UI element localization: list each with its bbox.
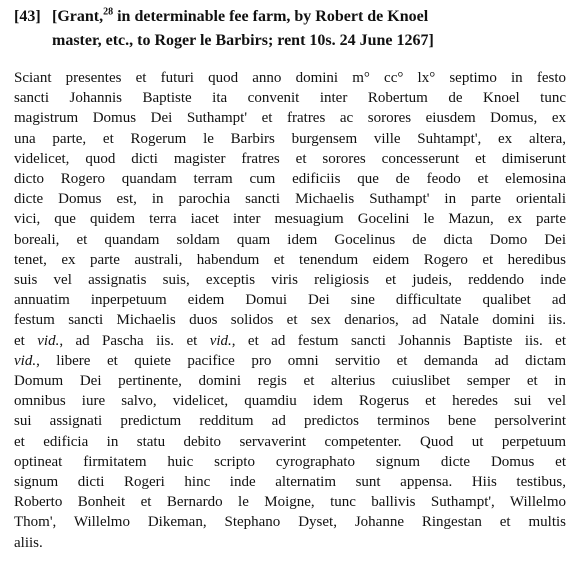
heading-line-2: master, etc., to Roger le Barbirs; rent 10s. 24 June 1267] (52, 32, 434, 49)
charter-heading (14, 5, 566, 53)
body-line: tenet, ex parte australi, habendum et tenendum eidem Rogero et heredibus (14, 251, 566, 268)
body-line: sui assignati predictum redditum ad predictos terminos bene persolverint (14, 413, 566, 430)
charter-body (14, 68, 566, 553)
body-line: suis vel assignatis suis, exceptis viris religiosis et judeis, reddendo inde (14, 272, 566, 289)
body-line: festum sancti Michaelis duos solidos et sex denarios, ad Natale domini iis. (14, 312, 566, 329)
body-line: dicto Rogero quandam terram cum edificiis que de feodo et elemosina (14, 171, 566, 188)
body-line: una parte, et Rogerum le Barbirs burgensem ville Suhtampt', ex altera, (14, 130, 566, 147)
footnote-reference: 28 (103, 6, 114, 18)
body-line: dicte Domus est, in parochia sancti Michaelis Suthampt' in parte orientali (14, 191, 566, 208)
body-line: signum dicti Rogeri hinc inde alternatim sunt appensa. Hiis testibus, (14, 474, 566, 491)
body-line: vid., libere et quiete pacifice pro omni servitio et demanda ad dictam (14, 352, 566, 369)
body-line: optineat firmitatem huic scripto cyrographato signum dicte Domus et (14, 453, 566, 470)
body-line: Thom', Willelmo Dikeman, Stephano Dyset, Johanne Ringestan et multis (14, 514, 566, 531)
body-line: magistrum Domus Dei Suthampt' et fratres ac sorores eiusdem Domus, ex (14, 110, 566, 127)
heading-line-1-rest: in determinable fee farm, by Robert de Knoel (113, 8, 429, 25)
body-line: boreali, et quandam soldam quam idem Gocelinus de dicta Domo Dei (14, 231, 566, 248)
body-line: et vid., ad Pascha iis. et vid., et ad festum sancti Johannis Baptiste iis. et (14, 332, 566, 349)
body-line: Sciant presentes et futuri quod anno domini m° cc° lx° septimo in festo (14, 70, 566, 86)
body-line: Domum Dei pertinente, domini regis et alterius cuiuslibet semper et in (14, 373, 566, 390)
body-line: aliis. (14, 534, 43, 551)
body-line: et edificia in statu debito servaverint competenter. Quod ut perpetuum (14, 433, 566, 450)
body-line: sancti Johannis Baptiste ita convenit inter Robertum de Knoel tunc (14, 90, 566, 107)
body-line: videlicet, quod dicti magister fratres et sorores concesserunt et dimiserunt (14, 150, 566, 167)
heading-lead: [Grant, (52, 8, 104, 25)
entry-number: [43] (14, 8, 41, 25)
body-line: vici, que quidem terra iacet inter mesuagium Gocelini le Mazun, ex parte (14, 211, 566, 228)
body-line: omnibus iure salvo, videlicet, quamdiu idem Rogerus et heredes sui vel (14, 393, 566, 410)
body-line: Roberto Bonheit et Bernardo le Moigne, tunc ballivis Suthampt', Willelmo (14, 494, 566, 511)
body-line: annuatim inperpetuum eidem Domui Dei sine difficultate qualibet ad (14, 292, 566, 309)
heading-text (52, 5, 566, 53)
